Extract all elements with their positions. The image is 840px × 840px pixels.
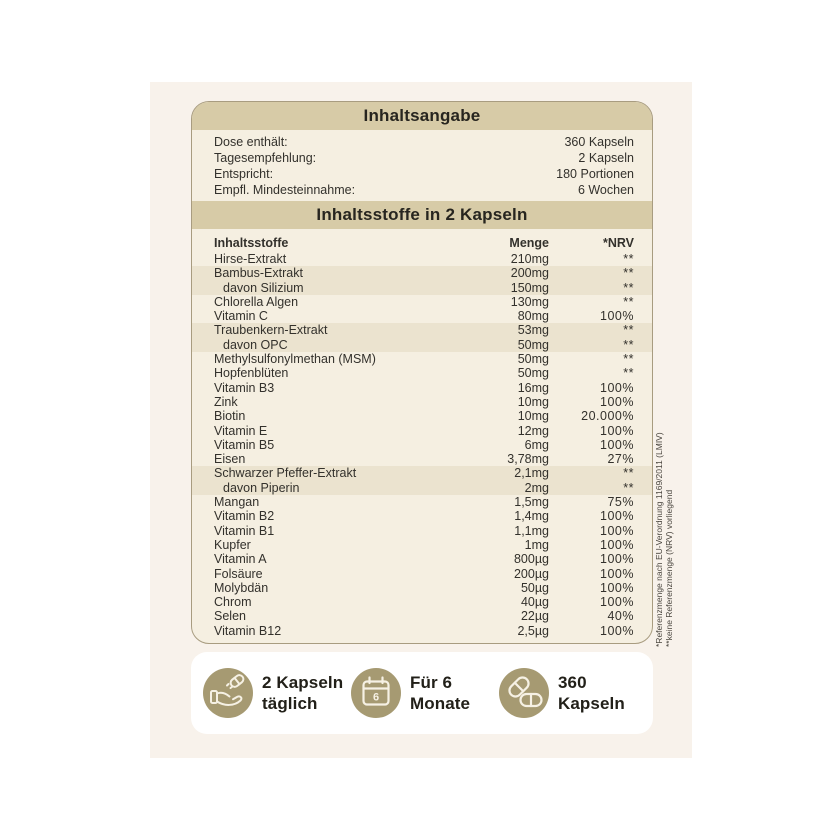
ingredient-nrv: **	[623, 480, 634, 495]
ingredient-amount: 12mg	[517, 423, 549, 438]
ingredient-amount: 200µg	[513, 566, 549, 581]
info-row	[192, 150, 652, 166]
ingredient-name: Hirse-Extrakt	[214, 252, 287, 266]
ingredient-name: Schwarzer Pfeffer-Extrakt	[214, 466, 357, 481]
ingredient-nrv: **	[623, 466, 634, 481]
ingredient-amount: 53mg	[517, 323, 549, 338]
table-row	[192, 438, 652, 452]
table-row	[192, 252, 652, 266]
card-subtitle: Inhaltsstoffe in 2 Kapseln	[316, 205, 528, 224]
ingredient-name: Vitamin B2	[214, 509, 275, 524]
table-row	[192, 624, 652, 638]
table-row	[192, 524, 652, 538]
ingredient-nrv: 100%	[600, 423, 634, 438]
ingredient-amount: 6mg	[524, 437, 549, 452]
ingredient-nrv: 100%	[600, 552, 634, 567]
ingredient-amount: 2mg	[524, 480, 549, 495]
ingredient-nrv: **	[623, 280, 634, 295]
ingredient-amount: 22µg	[520, 609, 549, 624]
ingredient-nrv: 100%	[600, 523, 634, 538]
ingredient-amount: 50mg	[517, 337, 549, 352]
ingredient-nrv: **	[623, 337, 634, 352]
badge-text	[262, 672, 343, 715]
table-row	[192, 538, 652, 552]
ingredient-name: Zink	[214, 394, 238, 409]
ingredient-nrv: **	[623, 323, 634, 338]
table-row	[192, 323, 652, 337]
card-title: Inhaltsangabe	[363, 106, 481, 125]
ingredient-nrv: 75%	[607, 495, 634, 510]
ingredients-table-header	[192, 236, 652, 251]
ingredient-nrv: 100%	[600, 537, 634, 552]
badge-capsule-count	[499, 668, 647, 718]
ingredient-amount: 1,5mg	[514, 495, 549, 510]
badge-line2: täglich	[262, 694, 318, 713]
footnote-line: **keine Referenzmenge (NRV) vorliegend	[664, 489, 674, 647]
table-row	[192, 609, 652, 623]
ingredient-amount: 1mg	[524, 537, 549, 552]
ingredient-nrv: 100%	[600, 623, 634, 638]
ingredient-name: Selen	[214, 609, 246, 624]
ingredient-name: Vitamin C	[214, 309, 268, 324]
info-value: 360 Kapseln	[564, 135, 634, 149]
ingredient-amount: 800µg	[513, 552, 549, 567]
badge-text	[410, 672, 470, 715]
calendar-icon	[351, 668, 401, 718]
ingredient-nrv: 100%	[600, 437, 634, 452]
info-label: Entspricht:	[214, 167, 274, 181]
info-value: 180 Portionen	[556, 167, 634, 181]
info-row	[192, 166, 652, 182]
badge-duration	[351, 668, 499, 718]
ingredient-name: davon Silizium	[223, 280, 304, 295]
calendar-number: 6	[372, 691, 380, 704]
table-row	[192, 309, 652, 323]
ingredient-nrv: **	[623, 252, 634, 266]
ingredient-nrv: 100%	[600, 566, 634, 581]
ingredient-name: Vitamin B12	[214, 623, 282, 638]
table-row	[192, 338, 652, 352]
ingredient-amount: 1,4mg	[514, 509, 549, 524]
ingredient-name: Chlorella Algen	[214, 294, 299, 309]
footnote-line: *Referenzmenge nach EU-Verordnung 1169/2011 (LMIV)	[654, 432, 664, 647]
ingredient-name: Kupfer	[214, 537, 251, 552]
usage-badges-card	[191, 652, 653, 734]
table-row	[192, 452, 652, 466]
badge-daily-dose	[203, 668, 351, 718]
badge-text	[558, 672, 625, 715]
ingredient-name: davon Piperin	[223, 480, 300, 495]
ingredient-name: Bambus-Extrakt	[214, 266, 303, 281]
ingredient-name: Mangan	[214, 495, 260, 510]
ingredient-nrv: 100%	[600, 309, 634, 324]
info-row	[192, 182, 652, 198]
ingredient-name: Vitamin B5	[214, 437, 275, 452]
card-subtitle-band	[192, 201, 652, 229]
table-row	[192, 295, 652, 309]
table-row	[192, 381, 652, 395]
ingredient-amount: 40µg	[520, 595, 549, 610]
ingredient-nrv: **	[623, 294, 634, 309]
capsules-icon	[499, 668, 549, 718]
badge-line1: Für 6	[410, 672, 453, 692]
ingredient-nrv: 100%	[600, 595, 634, 610]
ingredient-name: Methylsulfonylmethan (MSM)	[214, 352, 376, 367]
ingredient-amount: 16mg	[517, 380, 549, 395]
ingredient-nrv: **	[623, 366, 634, 381]
table-row	[192, 481, 652, 495]
ingredient-nrv: 40%	[607, 609, 634, 624]
ingredient-nrv: 100%	[600, 509, 634, 524]
ingredient-amount: 50mg	[517, 366, 549, 381]
info-value: 2 Kapseln	[578, 151, 634, 165]
table-row	[192, 409, 652, 423]
ingredient-amount: 80mg	[517, 309, 549, 324]
table-row	[192, 395, 652, 409]
badge-line1: 2 Kapseln	[262, 672, 344, 692]
ingredient-amount: 3,78mg	[507, 452, 549, 467]
table-row	[192, 495, 652, 509]
ingredient-amount: 10mg	[517, 394, 549, 409]
table-row	[192, 266, 652, 280]
table-row	[192, 509, 652, 523]
ingredient-nrv: 20.000%	[581, 409, 634, 424]
ingredients-rows	[192, 252, 652, 638]
hand-capsule-icon	[203, 668, 253, 718]
ingredient-amount: 210mg	[510, 252, 549, 266]
table-row	[192, 366, 652, 380]
ingredient-amount: 200mg	[510, 266, 549, 281]
ingredient-nrv: **	[623, 352, 634, 367]
ingredient-nrv: 27%	[607, 452, 634, 467]
column-header-amount: Menge	[509, 236, 549, 250]
badge-line1: 360	[558, 672, 587, 692]
ingredient-name: Eisen	[214, 452, 246, 467]
ingredient-name: Molybdän	[214, 580, 269, 595]
ingredient-amount: 10mg	[517, 409, 549, 424]
ingredient-nrv: 100%	[600, 380, 634, 395]
table-row	[192, 424, 652, 438]
ingredient-amount: 50mg	[517, 352, 549, 367]
info-label: Tagesempfehlung:	[214, 151, 317, 165]
ingredient-amount: 2,1mg	[514, 466, 549, 481]
info-row	[192, 134, 652, 150]
ingredient-amount: 130mg	[510, 294, 549, 309]
table-row	[192, 281, 652, 295]
ingredient-name: Vitamin B1	[214, 523, 275, 538]
ingredient-name: davon OPC	[223, 337, 288, 352]
column-header-nrv: *NRV	[602, 236, 634, 250]
ingredient-nrv: 100%	[600, 580, 634, 595]
card-title-band	[192, 102, 652, 130]
ingredient-name: Vitamin E	[214, 423, 268, 438]
ingredient-nrv: **	[623, 266, 634, 281]
table-row	[192, 552, 652, 566]
nrv-footnotes	[654, 407, 674, 647]
ingredient-nrv: 100%	[600, 394, 634, 409]
info-label: Dose enthält:	[214, 135, 288, 149]
contents-label-card	[191, 101, 653, 644]
ingredient-name: Traubenkern-Extrakt	[214, 323, 328, 338]
ingredient-name: Hopfenblüten	[214, 366, 289, 381]
ingredient-name: Vitamin A	[214, 552, 267, 567]
ingredient-amount: 1,1mg	[514, 523, 549, 538]
ingredient-name: Folsäure	[214, 566, 263, 581]
ingredient-name: Vitamin B3	[214, 380, 275, 395]
table-row	[192, 352, 652, 366]
info-label: Empfl. Mindesteinnahme:	[214, 183, 356, 197]
ingredient-name: Biotin	[214, 409, 246, 424]
info-value: 6 Wochen	[577, 183, 634, 197]
ingredient-amount: 150mg	[510, 280, 549, 295]
badge-line2: Monate	[410, 694, 471, 713]
table-row	[192, 595, 652, 609]
badge-line2: Kapseln	[558, 694, 625, 713]
table-row	[192, 466, 652, 480]
column-header-name: Inhaltsstoffe	[214, 236, 289, 250]
ingredient-amount: 50µg	[520, 580, 549, 595]
ingredient-name: Chrom	[214, 595, 252, 610]
dose-info-section	[192, 130, 652, 201]
table-row	[192, 581, 652, 595]
ingredient-amount: 2,5µg	[517, 623, 549, 638]
table-row	[192, 567, 652, 581]
